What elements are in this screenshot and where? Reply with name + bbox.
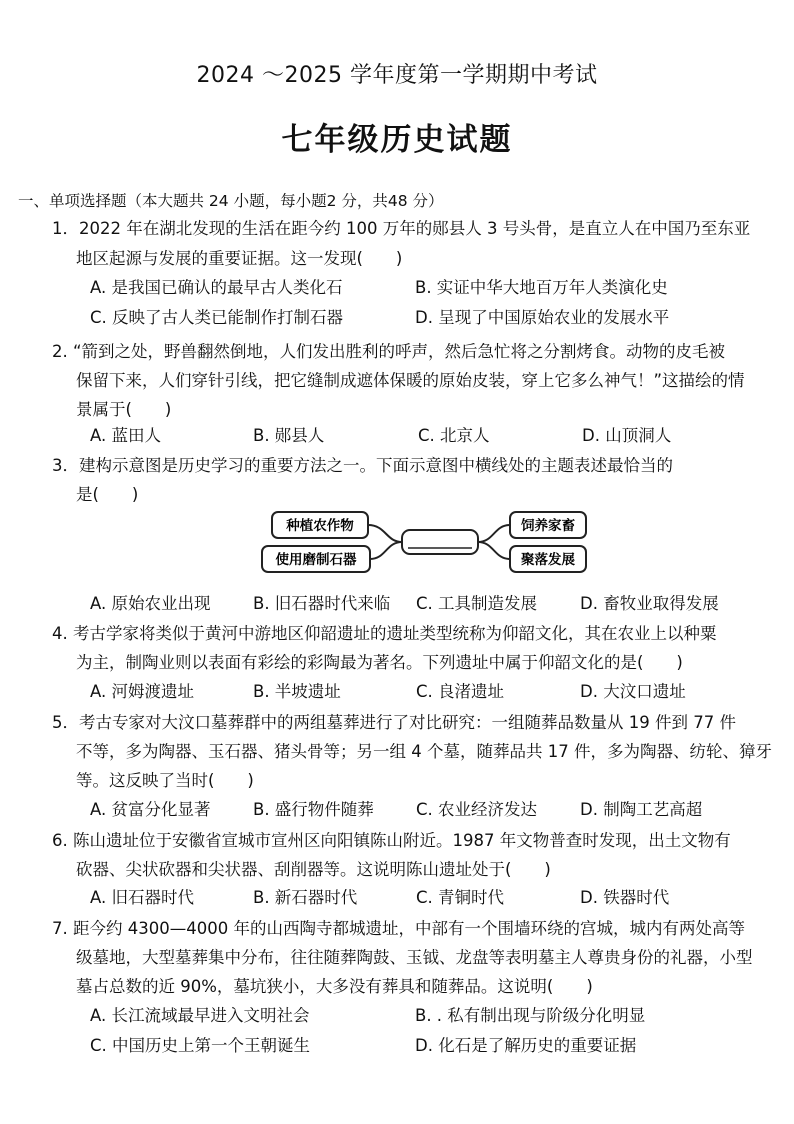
question-text: 砍器、尖状砍器和尖状器、刮削器等。这说明陈山遗址处于( )	[76, 860, 551, 879]
question-text: 5．考古专家对大汶口墓葬群中的两组墓葬进行了对比研究：一组随葬品数量从 19 件到 77 件	[52, 713, 736, 732]
option-a[interactable]: A. 原始农业出现	[90, 594, 211, 613]
question-text: 4. 考古学家将类似于黄河中游地区仰韶遗址的遗址类型统称为仰韶文化，其在农业上以种粟	[52, 624, 717, 643]
box-bottom-left	[262, 546, 370, 572]
question-text: 保留下来，人们穿针引线，把它缝制成遮体保暖的原始皮装，穿上它多么神气！”这描绘的情	[76, 371, 745, 390]
question-text: 不等，多为陶器、玉石器、猪头骨等；另一组 4 个墓，随葬品共 17 件，多为陶器、纺轮、獐牙	[76, 742, 772, 761]
option-d[interactable]: D. 山顶洞人	[582, 426, 672, 445]
option-d[interactable]: D. 化石是了解历史的重要证据	[415, 1036, 637, 1055]
connector-left	[368, 525, 402, 559]
question-text: 为主，制陶业则以表面有彩绘的彩陶最为著名。下列遗址中属于仰韶文化的是( )	[76, 653, 683, 672]
blank-topic-box	[402, 530, 478, 554]
option-c[interactable]: C. 农业经济发达	[416, 800, 538, 819]
option-b[interactable]: B. 实证中华大地百万年人类演化史	[415, 278, 668, 297]
subject-title: 七年级历史试题	[281, 122, 513, 158]
option-b[interactable]: B. 旧石器时代来临	[253, 594, 391, 613]
concept-diagram	[258, 508, 590, 578]
svg-text:聚落发展: 聚落发展	[521, 552, 575, 568]
question-text: 2. “箭到之处，野兽翻然倒地，人们发出胜利的呼声，然后急忙将之分割烤食。动物的皮毛被	[52, 342, 726, 361]
option-d[interactable]: D. 呈现了中国原始农业的发展水平	[415, 308, 670, 327]
question-text: 等。这反映了当时( )	[76, 771, 254, 790]
option-d[interactable]: D. 制陶工艺高超	[580, 800, 703, 819]
question-text: 是( )	[76, 485, 139, 504]
option-a[interactable]: A. 河姆渡遗址	[90, 682, 194, 701]
question-text: 7. 距今约 4300—4000 年的山西陶寺都城遗址，中部有一个围墙环绕的宫城，城内有两处高等	[52, 919, 745, 938]
connector-right	[478, 525, 510, 559]
option-b[interactable]: B. 半坡遗址	[253, 682, 341, 701]
option-b[interactable]: B. 郧县人	[253, 426, 325, 445]
question-text: 地区起源与发展的重要证据。这一发现( )	[76, 249, 403, 268]
box-top-right	[510, 512, 586, 538]
option-c[interactable]: C. 中国历史上第一个王朝诞生	[90, 1036, 311, 1055]
svg-text:饲养家畜: 饲养家畜	[521, 518, 575, 534]
option-c[interactable]: C. 反映了古人类已能制作打制石器	[90, 308, 344, 327]
section-heading: 一、单项选择题（本大题共 24 小题，每小题2 分，共48 分）	[18, 192, 444, 210]
svg-text:种植农作物: 种植农作物	[286, 518, 354, 534]
question-text: 景属于( )	[76, 400, 172, 419]
question-text: 级墓地，大型墓葬集中分布，往往随葬陶鼓、玉钺、龙盘等表明墓主人尊贵身份的礼器，小型	[76, 948, 753, 967]
option-a[interactable]: A. 蓝田人	[90, 426, 161, 445]
option-a[interactable]: A. 是我国已确认的最早古人类化石	[90, 278, 343, 297]
option-a[interactable]: A. 贫富分化显著	[90, 800, 211, 819]
question-text: 1．2022 年在湖北发现的生活在距今约 100 万年的郧县人 3 号头骨，是直立人在中国乃至东亚	[52, 219, 751, 238]
svg-text:使用磨制石器: 使用磨制石器	[275, 552, 357, 568]
question-text: 墓占总数的近 90%，墓坑狭小，大多没有葬具和随葬品。这说明( )	[76, 977, 593, 996]
option-d[interactable]: D. 大汶口遗址	[580, 682, 686, 701]
option-d[interactable]: D. 畜牧业取得发展	[580, 594, 719, 613]
box-bottom-right	[510, 546, 586, 572]
option-a[interactable]: A. 旧石器时代	[90, 888, 194, 907]
option-c[interactable]: C. 工具制造发展	[416, 594, 538, 613]
option-b[interactable]: B. . 私有制出现与阶级分化明显	[415, 1006, 646, 1025]
exam-title: 2024 ～2025 学年度第一学期期中考试	[196, 63, 598, 88]
option-a[interactable]: A. 长江流域最早进入文明社会	[90, 1006, 310, 1025]
option-c[interactable]: C. 良渚遗址	[416, 682, 505, 701]
question-text: 3．建构示意图是历史学习的重要方法之一。下面示意图中横线处的主题表述最恰当的	[52, 456, 673, 475]
option-b[interactable]: B. 盛行物件随葬	[253, 800, 374, 819]
option-c[interactable]: C. 北京人	[418, 426, 490, 445]
option-c[interactable]: C. 青铜时代	[416, 888, 505, 907]
option-b[interactable]: B. 新石器时代	[253, 888, 358, 907]
option-d[interactable]: D. 铁器时代	[580, 888, 670, 907]
box-top-left	[272, 512, 368, 538]
question-text: 6. 陈山遗址位于安徽省宣城市宣州区向阳镇陈山附近。1987 年文物普查时发现，出土文物有	[52, 831, 731, 850]
